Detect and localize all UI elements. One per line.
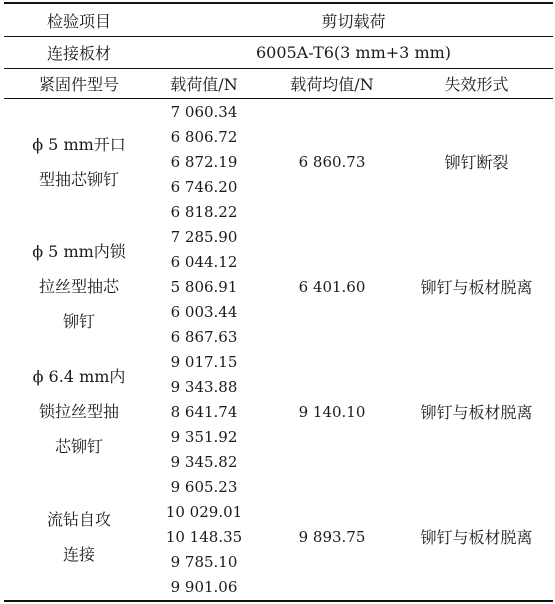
- fastener-name-2: [4, 224, 154, 349]
- load-value: 9 785.10: [170, 552, 238, 571]
- load-value: 10 029.01: [165, 502, 243, 521]
- load-value: 8 641.74: [170, 402, 238, 421]
- header-col-load: 载荷值/N: [170, 75, 238, 94]
- load-value: 6 003.44: [170, 302, 238, 321]
- failure-mode: 铆钉与板材脱离: [420, 403, 533, 422]
- fastener-name-line: ϕ 6.4 mm内: [32, 367, 126, 386]
- header-col-mean: 载荷均值/N: [290, 75, 374, 94]
- load-value: 9 017.15: [170, 352, 238, 371]
- load-mean: 6 401.60: [298, 277, 366, 296]
- load-value: 9 345.82: [170, 452, 238, 471]
- load-value: 9 901.06: [170, 577, 238, 596]
- load-value: 6 806.72: [170, 127, 238, 146]
- fastener-name-4: [4, 474, 154, 599]
- fastener-name-line: 连接: [62, 544, 95, 564]
- header-plate-label: 连接板材: [46, 44, 111, 63]
- load-value: 6 872.19: [170, 152, 238, 171]
- fastener-name-line: 铆钉: [62, 312, 95, 331]
- load-value: 9 351.92: [170, 427, 238, 446]
- header-test-label: 剪切载荷: [321, 11, 386, 31]
- fastener-name-line: 型抽芯铆钉: [38, 169, 119, 189]
- fastener-name-line: 芯铆钉: [54, 437, 103, 456]
- header-plate-value: 6005A-T6(3 mm+3 mm): [255, 43, 452, 62]
- load-mean: 6 860.73: [298, 152, 366, 171]
- fastener-name-line: 锁拉丝型抽: [38, 402, 119, 421]
- fastener-name-line: ϕ 5 mm开口: [32, 134, 126, 154]
- load-value: 6 867.63: [170, 327, 238, 346]
- header-col-failure: 失效形式: [444, 75, 509, 94]
- fastener-name-3: [4, 349, 154, 474]
- load-value: 9 605.23: [170, 477, 238, 496]
- fastener-name-1: [4, 99, 154, 224]
- fastener-name-line: 拉丝型抽芯: [38, 277, 119, 296]
- load-mean: 9 140.10: [298, 402, 366, 421]
- fastener-name-line: 流钻自攻: [46, 509, 111, 529]
- failure-mode: 铆钉与板材脱离: [420, 528, 533, 547]
- header-fastener-label: 紧固件型号: [38, 75, 119, 94]
- load-value: 7 285.90: [170, 227, 238, 246]
- load-value: 6 746.20: [170, 177, 238, 196]
- load-value: 6 044.12: [170, 252, 238, 271]
- bottom-rule: [4, 600, 553, 602]
- load-value: 5 806.91: [170, 277, 238, 296]
- load-value: 6 818.22: [170, 202, 238, 221]
- header-item-label: 检验项目: [46, 11, 111, 31]
- load-value: 9 343.88: [170, 377, 238, 396]
- load-value: 10 148.35: [165, 527, 243, 546]
- failure-mode: 铆钉与板材脱离: [420, 278, 533, 297]
- load-mean: 9 893.75: [298, 527, 366, 546]
- failure-mode: 铆钉断裂: [444, 153, 509, 172]
- fastener-name-line: ϕ 5 mm内锁: [32, 242, 126, 261]
- load-value: 7 060.34: [170, 102, 238, 121]
